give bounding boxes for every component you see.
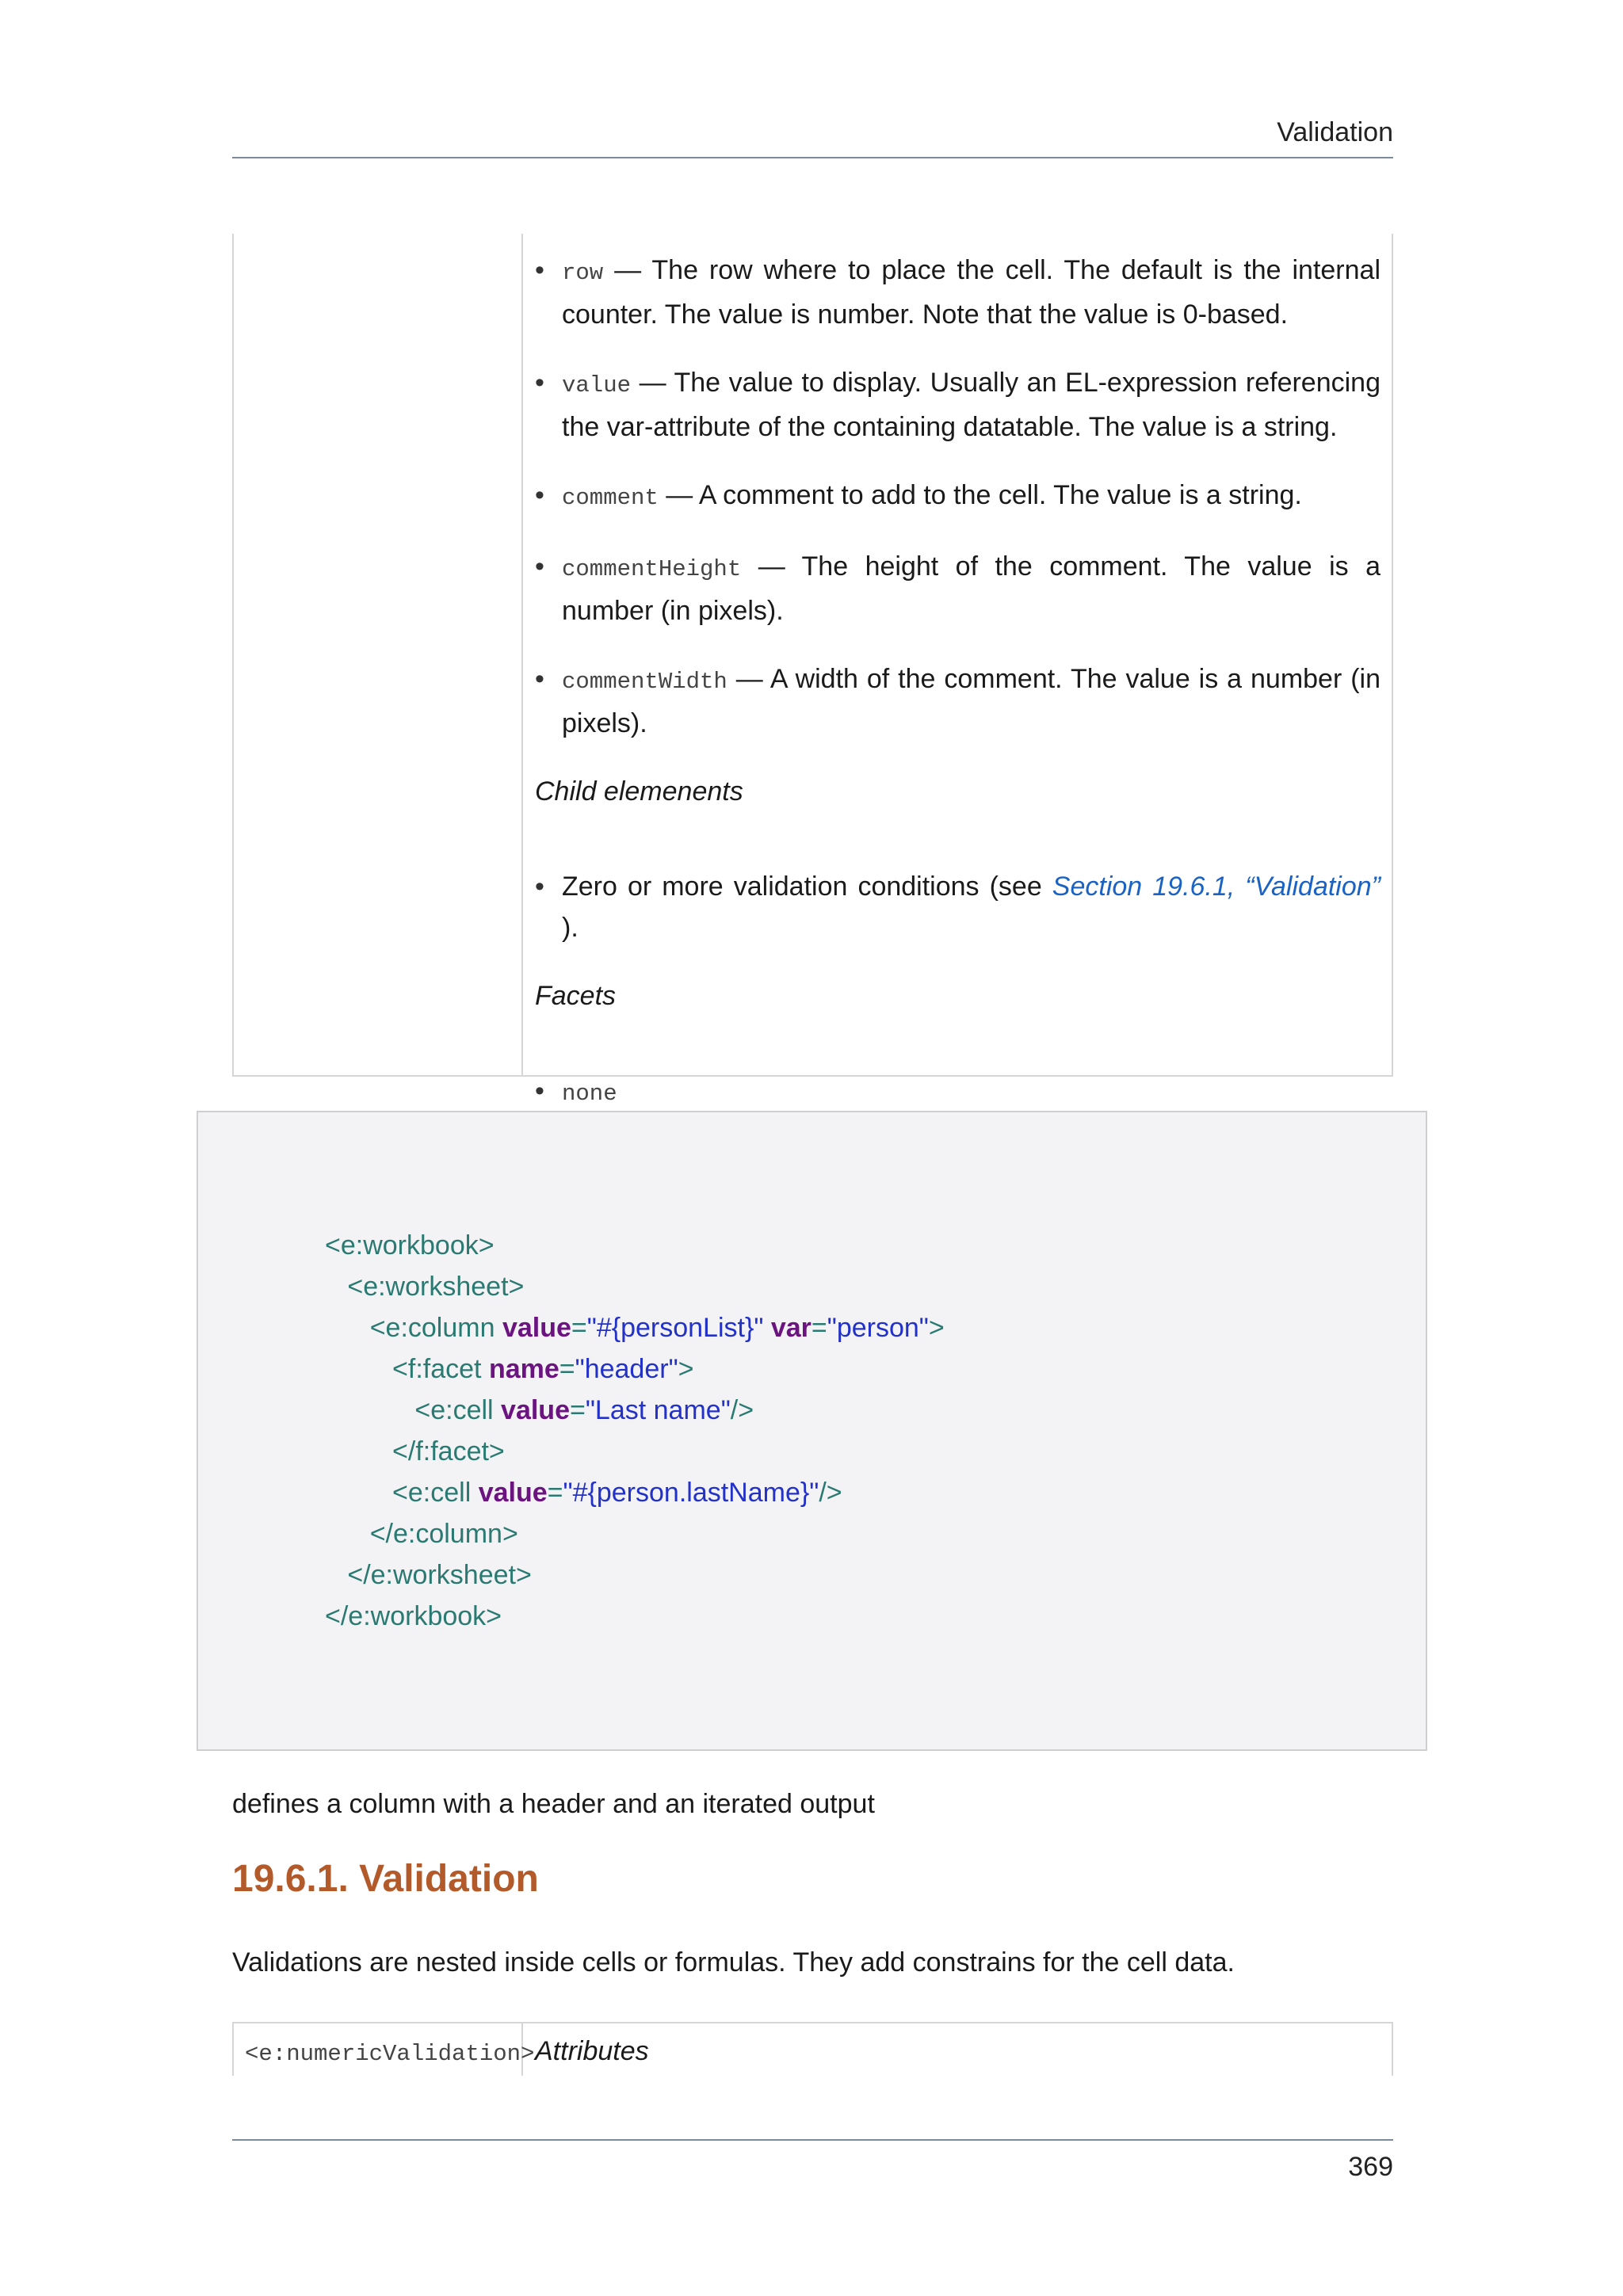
code-line: </e:worksheet> [347, 1560, 532, 1590]
attribute-table [232, 234, 1393, 1107]
code-line: <e:worksheet> [347, 1272, 525, 1302]
code-attr: value [501, 1395, 570, 1425]
numeric-validation-table [232, 2022, 1393, 2076]
attribute-item-comment-height [535, 546, 1381, 631]
code-example [197, 1111, 1427, 1751]
attribute-desc: — A width of the comment. The value is a number (in pixels). [562, 664, 1381, 738]
attribute-item-comment-width [535, 658, 1381, 744]
code-value: "Last name" [585, 1395, 731, 1425]
code-token: <e:column [369, 1313, 502, 1343]
attribute-desc: — The value to display. Usually an EL-expression referencing the var-attribute of the containing datatable. The value is a string. [562, 368, 1381, 442]
code-token: <e:cell [392, 1478, 479, 1508]
child-element-text: Zero or more validation conditions (see [562, 871, 1052, 902]
facet-value: none [562, 1081, 617, 1107]
child-element-item [535, 866, 1381, 948]
attribute-cell [535, 234, 1381, 1142]
code-value: "#{personList}" [586, 1313, 764, 1343]
running-title: Validation [1277, 117, 1393, 147]
code-value: "header" [575, 1354, 678, 1384]
attribute-item-row [535, 250, 1381, 335]
code-line: <e:workbook> [325, 1230, 495, 1261]
page-footer [232, 2139, 1393, 2182]
attribute-name: commentWidth [562, 669, 727, 695]
attribute-item-value [535, 362, 1381, 448]
attribute-desc: — The row where to place the cell. The default is the internal counter. The value is number. Note that the value is 0-based. [562, 255, 1381, 330]
code-token: = [570, 1395, 586, 1425]
facet-item [535, 1070, 1381, 1115]
attribute-name: row [562, 260, 604, 286]
attribute-name: comment [562, 485, 659, 511]
code-line: </f:facet> [392, 1436, 505, 1466]
code-token: /> [730, 1395, 754, 1425]
code-token: = [811, 1313, 827, 1343]
table-column-divider [521, 234, 523, 1075]
attributes-heading: Attributes [535, 2036, 649, 2066]
code-token: = [571, 1313, 587, 1343]
code-attr: value [478, 1478, 548, 1508]
code-value: "#{person.lastName}" [563, 1478, 819, 1508]
code-line: </e:workbook> [325, 1601, 502, 1631]
attribute-item-comment [535, 475, 1381, 519]
section-heading: 19.6.1. Validation [232, 1858, 539, 1900]
code-listing [325, 1225, 945, 1637]
attribute-desc: — A comment to add to the cell. The value is a string. [666, 480, 1302, 510]
code-line: </e:column> [369, 1519, 518, 1549]
child-elements-heading: Child elemenents [535, 776, 743, 807]
page-number: 369 [1348, 2152, 1393, 2182]
code-attr: name [488, 1354, 559, 1384]
code-token: > [928, 1313, 945, 1343]
child-element-suffix: ). [562, 913, 579, 943]
code-token: = [547, 1478, 563, 1508]
attribute-name: value [562, 372, 632, 399]
page-header [232, 111, 1393, 158]
code-token: <e:cell [414, 1395, 502, 1425]
code-caption: defines a column with a header and an iterated output [232, 1789, 875, 1819]
attribute-desc: — The height of the comment. The value is a number (in pixels). [562, 551, 1381, 626]
code-value: "person" [827, 1313, 929, 1343]
code-token: /> [819, 1478, 842, 1508]
code-token: = [559, 1354, 575, 1384]
code-token: <f:facet [392, 1354, 489, 1384]
element-name: <e:numericValidation> [245, 2041, 535, 2067]
code-attr: value [502, 1313, 571, 1343]
attribute-name: commentHeight [562, 556, 742, 582]
code-token: > [678, 1354, 694, 1384]
section-link[interactable]: Section 19.6.1, “Validation” [1052, 871, 1381, 902]
section-intro: Validations are nested inside cells or formulas. They add constrains for the cell data. [232, 1947, 1235, 1978]
facets-heading: Facets [535, 981, 617, 1011]
code-attr: var [770, 1313, 812, 1343]
